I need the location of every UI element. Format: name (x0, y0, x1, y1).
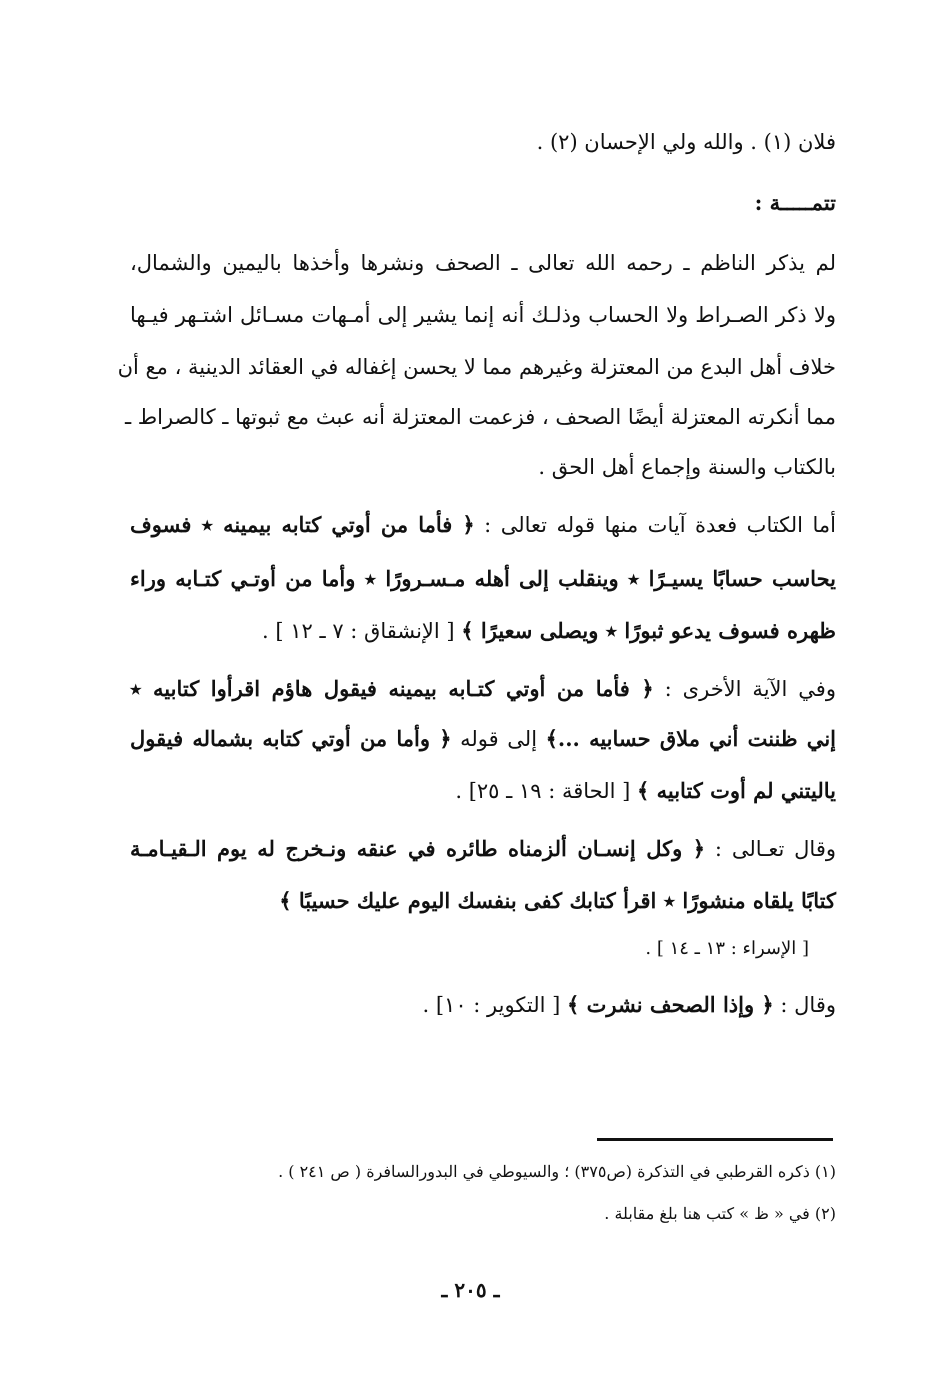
paragraph-line (130, 774, 836, 808)
verse-reference: [ الحاقة : ١٩ ـ ٢٥] . (455, 779, 637, 803)
paragraph-line: مما أنكرته المعتزلة أيضًا الصحف ، فزعمت المعتزلة أنه عبث مع ثبوتها ـ كالصراط ـ (124, 405, 836, 429)
paragraph-5 (130, 988, 836, 1022)
body-text: أما الكتاب فعدة آيات منها قوله تعالى : (474, 513, 836, 537)
footnote-1: (١) ذكره القرطبي في التذكرة (ص٣٧٥) ؛ والسيوطي في البدورالسافرة ( ص ٢٤١ ) . (278, 1162, 836, 1181)
body-text: وقال : (773, 993, 836, 1017)
body-text: إلى قوله (451, 727, 546, 751)
quran-verse: ﴿ وأما من أوتي كتابه بشماله فيقول (130, 726, 452, 751)
quran-verse: يحاسب حسابًا يسيـرًا ٭ وينقلب إلى أهله مـسـرورًا ٭ وأما من أوتـي كتـابه وراء (130, 566, 836, 591)
paragraph-line: بالكتاب والسنة وإجماع أهل الحق . (538, 455, 836, 479)
section-heading: تتمـــــة : (754, 190, 836, 215)
verse-reference: [ الإسراء : ١٣ ـ ١٤ ] . (645, 938, 809, 959)
paragraph-line (130, 722, 836, 756)
paragraph-line: لم يذكر الناظم ـ رحمه الله تعالى ـ الصحف ونشرها وأخذها باليمين والشمال، (130, 251, 836, 275)
quran-verse: ظهره فسوف يدعو ثبورًا ٭ ويصلى سعيرًا ﴾ (461, 618, 836, 643)
quran-verse: ﴿ فأما من أوتي كتـابه بيمينه فيقول هاؤم اقرأوا كتابيه ٭ (130, 676, 654, 701)
paragraph-line (130, 614, 836, 648)
verse-reference: [ الإنشقاق : ٧ ـ ١٢ ] . (262, 619, 462, 643)
paragraph-line: خلاف أهل البدع من المعتزلة وغيرهم مما لا يحسن إغفاله في العقائد الدينية ، مع أن (117, 355, 836, 379)
paragraph-line (130, 832, 836, 866)
paragraph-line: ولا ذكر الصـراط ولا الحساب وذلـك أنه إنما يشير إلى أمـهات مسـائل اشتـهر فيـها (130, 303, 836, 327)
intro-line: فلان (١) . والله ولي الإحسان (٢) . (536, 130, 836, 154)
paragraph-line (130, 672, 836, 706)
quran-verse: ياليتني لم أوت كتابيه ﴾ (637, 778, 836, 803)
body-text: وقال تعـالى : (705, 837, 836, 861)
quran-verse: كتابًا يلقاه منشورًا ٭ اقرأ كتابك كفى بنفسك اليوم عليك حسيبًا ﴾ (279, 888, 836, 913)
footnote-2: (٢) في « ظ » كتب هنا بلغ مقابلة . (604, 1204, 836, 1223)
quran-verse: ﴿ فأما من أوتي كتابه بيمينه ٭ فسوف (130, 512, 475, 537)
quran-verse: ﴿ وإذا الصحف نشرت ﴾ (567, 992, 774, 1017)
verse-reference: [ التكوير : ١٠] . (422, 993, 568, 1017)
footnote-divider (597, 1138, 833, 1141)
quran-verse: إني ظننت أني ملاق حسابيه ...﴾ (545, 726, 836, 751)
body-text: وفي الآية الأخرى : (653, 677, 836, 701)
page-number: ـ ٢٠٥ ـ (441, 1278, 500, 1302)
quran-verse: ﴿ وكل إنسـان ألزمناه طائره في عنقه ونـخرج له يوم الـقيـامـة (130, 836, 706, 861)
paragraph-line (130, 508, 836, 542)
